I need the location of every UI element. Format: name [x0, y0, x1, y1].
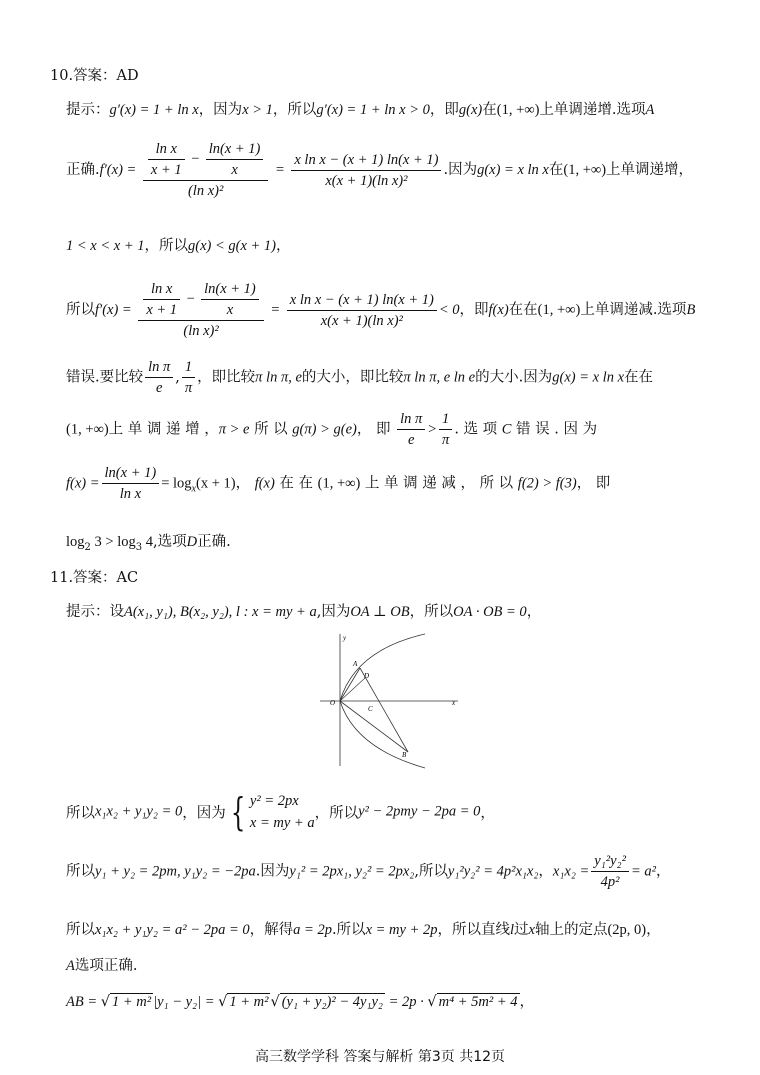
q10-header: 10.答案：AD — [50, 68, 139, 84]
figure-label-x: x — [452, 699, 456, 707]
brace: { — [230, 790, 246, 834]
q10-line-1: 提示：g′(x) = 1 + ln x，因为x > 1，所以g′(x) = 1 + ln x > 0，即g(x)在(1, +∞)上单调递增.选项A — [66, 102, 655, 118]
figure-label-b: B — [402, 751, 407, 759]
q11-line-4: 所以x₁x₂ + y₁y₂ = a² − 2pa = 0，解得a = 2p.所以x = my + 2p，所以直线l过x轴上的定点(2p, 0)， — [66, 922, 661, 938]
q10-line-2: 正确.f′(x) = $\frac{\text{ln x}}{x + 1}$ − $\frac{\ln(x + 1)}{x}$ (ln x)² = $\frac{\text{x ln x − (x + 1) ln(x + 1)}}{\text{x(x + 1)(ln x)²}}$ .因为g(x) = x ln x在(1, +∞)上单调递增， — [66, 141, 694, 199]
q10-line-5: 错误.要比较 $\frac{\text{ln π}}{e}$ , $\frac{1}{\pi}$ ，即比较π ln π, e的大小，即比较π ln π, e ln e的大小.因为g(x) = x ln x在在 — [66, 359, 654, 396]
figure-label-y: y — [343, 634, 347, 642]
figure-label-a: A — [353, 660, 358, 668]
q10-line-7: f(x) = $\frac{\ln(x + 1)}{\text{ln x}}$ = $\log_x(x + 1)$， f(x) 在 在 (1, +∞) 上 单 调 递 减 ， 所 以 f(2) > f(3)， 即 — [66, 465, 611, 502]
q10-line-3: 1 < x < x + 1，所以g(x) < g(x + 1)， — [66, 238, 291, 254]
q10-line-8: $\log_2 3 > \log_3 4$,选项D正确. — [66, 534, 231, 553]
q10-line-4: 所以f′(x) = $\frac{\text{ln x}}{x + 1}$ − $\frac{\ln(x + 1)}{x}$ (ln x)² = $\frac{\text{x ln x − (x + 1) ln(x + 1)}}{\text{x(x + 1)(ln x)²}}$ < 0，即f(x)在在(1, +∞)上单调递减.选项B — [66, 281, 696, 339]
segment-oa — [340, 668, 360, 701]
figure-label-c: C — [368, 705, 373, 713]
fraction-fprime: $\frac{\text{ln x}}{x + 1}$ − $\frac{\ln(x + 1)}{x}$ (ln x)² — [143, 140, 268, 200]
figure-label-o: O — [330, 699, 336, 707]
segment-od — [340, 678, 365, 701]
figure-label-d: D — [364, 672, 370, 680]
q11-line-1: 提示：设A(x₁, y₁), B(x₂, y₂), l : x = my + a,因为OA ⊥ OB，所以OA · OB = 0， — [66, 604, 542, 620]
q10-line-6: (1, +∞)上 单 调 递 增 ，π > e 所 以 g(π) > g(e)， 即 $\frac{\text{ln π}}{e}$ > $\frac{1}{\pi}$ . 选 项 C 错 误 . 因 为 — [66, 411, 598, 448]
q11-line-6: AB = √ 1 + m² |y₁ − y₂| = √ 1 + m² √ (y₁ + y₂)² − 4y₁y₂ = 2p · √ m⁴ + 5m² + 4 ， — [66, 994, 535, 1010]
segment-ob — [340, 701, 408, 752]
q11-line-3: 所以y₁ + y₂ = 2pm, y₁y₂ = −2pa.因为y₁² = 2px₁, y₂² = 2px₂,所以y₁²y₂² = 4p²x₁x₂，x₁x₂ = $\frac{\text{y₁²y₂²}}{\text{4p²}}$ = a²， — [66, 853, 671, 890]
parabola-figure — [300, 630, 470, 770]
q11-line-2: 所以x₁x₂ + y₁y₂ = 0，因为 { y² = 2px x = my + a ，所以y² − 2pmy − 2pa = 0， — [66, 790, 495, 834]
q11-line-5: A选项正确. — [66, 958, 138, 974]
page-footer: 高三数学学科 答案与解析 第3页 共12页 — [254, 1049, 506, 1065]
q11-header: 11.答案：AC — [50, 570, 139, 586]
